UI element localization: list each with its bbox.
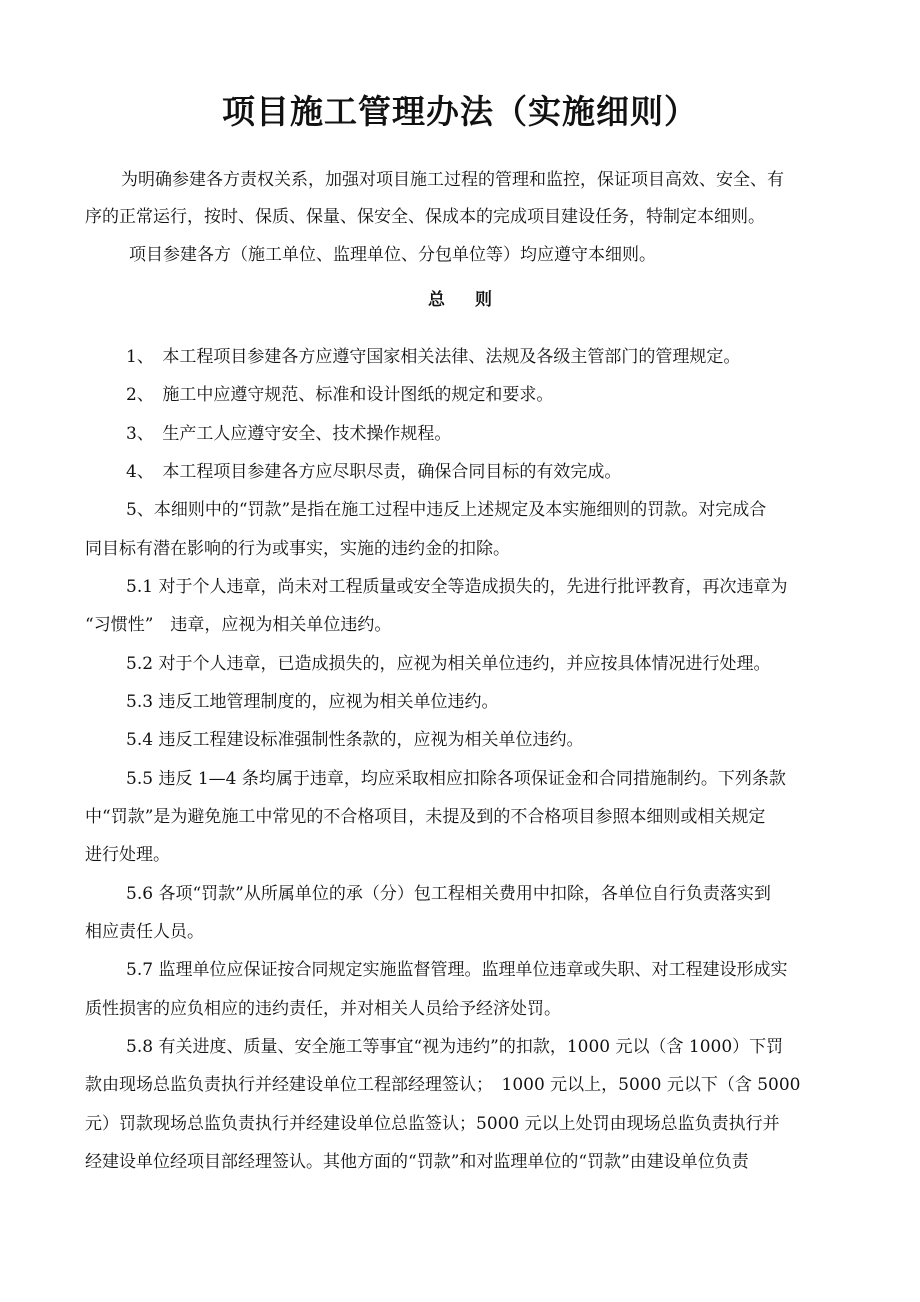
- section-heading: 总则: [428, 290, 522, 310]
- list-item: 2、 施工中应遵守规范、标准和设计图纸的规定和要求。: [126, 385, 554, 405]
- intro-line: 为明确参建各方责权关系，加强对项目施工过程的管理和监控，保证项目高效、安全、有: [121, 170, 784, 190]
- clause-line: 5、本细则中的“罚款”是指在施工过程中违反上述规定及本实施细则的罚款。对完成合: [126, 500, 767, 520]
- clause-line: 5.6 各项“罚款”从所属单位的承（分）包工程相关费用中扣除，各单位自行负责落实到: [126, 884, 771, 904]
- clause-line: 5.1 对于个人违章，尚未对工程质量或安全等造成损失的，先进行批评教育，再次违章为: [126, 577, 788, 597]
- clause-line: 5.7 监理单位应保证按合同规定实施监督管理。监理单位违章或失职、对工程建设形成实: [126, 960, 788, 980]
- clause-line: 5.8 有关进度、质量、安全施工等事宜“视为违约”的扣款，1000 元以（含 1000）下罚: [126, 1037, 784, 1057]
- clause-line: 5.2 对于个人违章，已造成损失的，应视为相关单位违约，并应按具体情况进行处理。: [126, 654, 771, 674]
- clause-line: 5.5 违反 1—4 条均属于违章，均应采取相应扣除各项保证金和合同措施制约。下列条款: [126, 769, 786, 789]
- list-item: 1、 本工程项目参建各方应遵守国家相关法律、法规及各级主管部门的管理规定。: [126, 347, 741, 367]
- list-item: 3、 生产工人应遵守安全、技术操作规程。: [126, 424, 452, 444]
- clause-line: 相应责任人员。: [85, 922, 204, 942]
- clause-line: 5.3 违反工地管理制度的，应视为相关单位违约。: [126, 692, 499, 712]
- clause-line: “习惯性” 违章，应视为相关单位违约。: [85, 615, 392, 635]
- clause-line: 款由现场总监负责执行并经建设单位工程部经理签认； 1000 元以上，5000 元以下（含 5000: [85, 1075, 801, 1095]
- clause-line: 经建设单位经项目部经理签认。其他方面的“罚款”和对监理单位的“罚款”由建设单位负责: [85, 1152, 749, 1172]
- clause-line: 同目标有潜在影响的行为或事实，实施的违约金的扣除。: [85, 539, 510, 559]
- intro-line: 序的正常运行，按时、保质、保量、保安全、保成本的完成项目建设任务，特制定本细则。: [85, 207, 765, 227]
- clause-line: 质性损害的应负相应的违约责任，并对相关人员给予经济处罚。: [85, 999, 561, 1019]
- list-item: 4、 本工程项目参建各方应尽职尽责，确保合同目标的有效完成。: [126, 462, 622, 482]
- clause-line: 中“罚款”是为避免施工中常见的不合格项目，未提及到的不合格项目参照本细则或相关规定: [85, 807, 766, 827]
- clause-line: 元）罚款现场总监负责执行并经建设单位总监签认；5000 元以上处罚由现场总监负责执行并: [85, 1114, 780, 1134]
- intro-line: 项目参建各方（施工单位、监理单位、分包单位等）均应遵守本细则。: [129, 245, 656, 265]
- document-title: 项目施工管理办法（实施细则）: [222, 92, 698, 131]
- clause-line: 5.4 违反工程建设标准强制性条款的，应视为相关单位违约。: [126, 730, 584, 750]
- clause-line: 进行处理。: [85, 845, 170, 865]
